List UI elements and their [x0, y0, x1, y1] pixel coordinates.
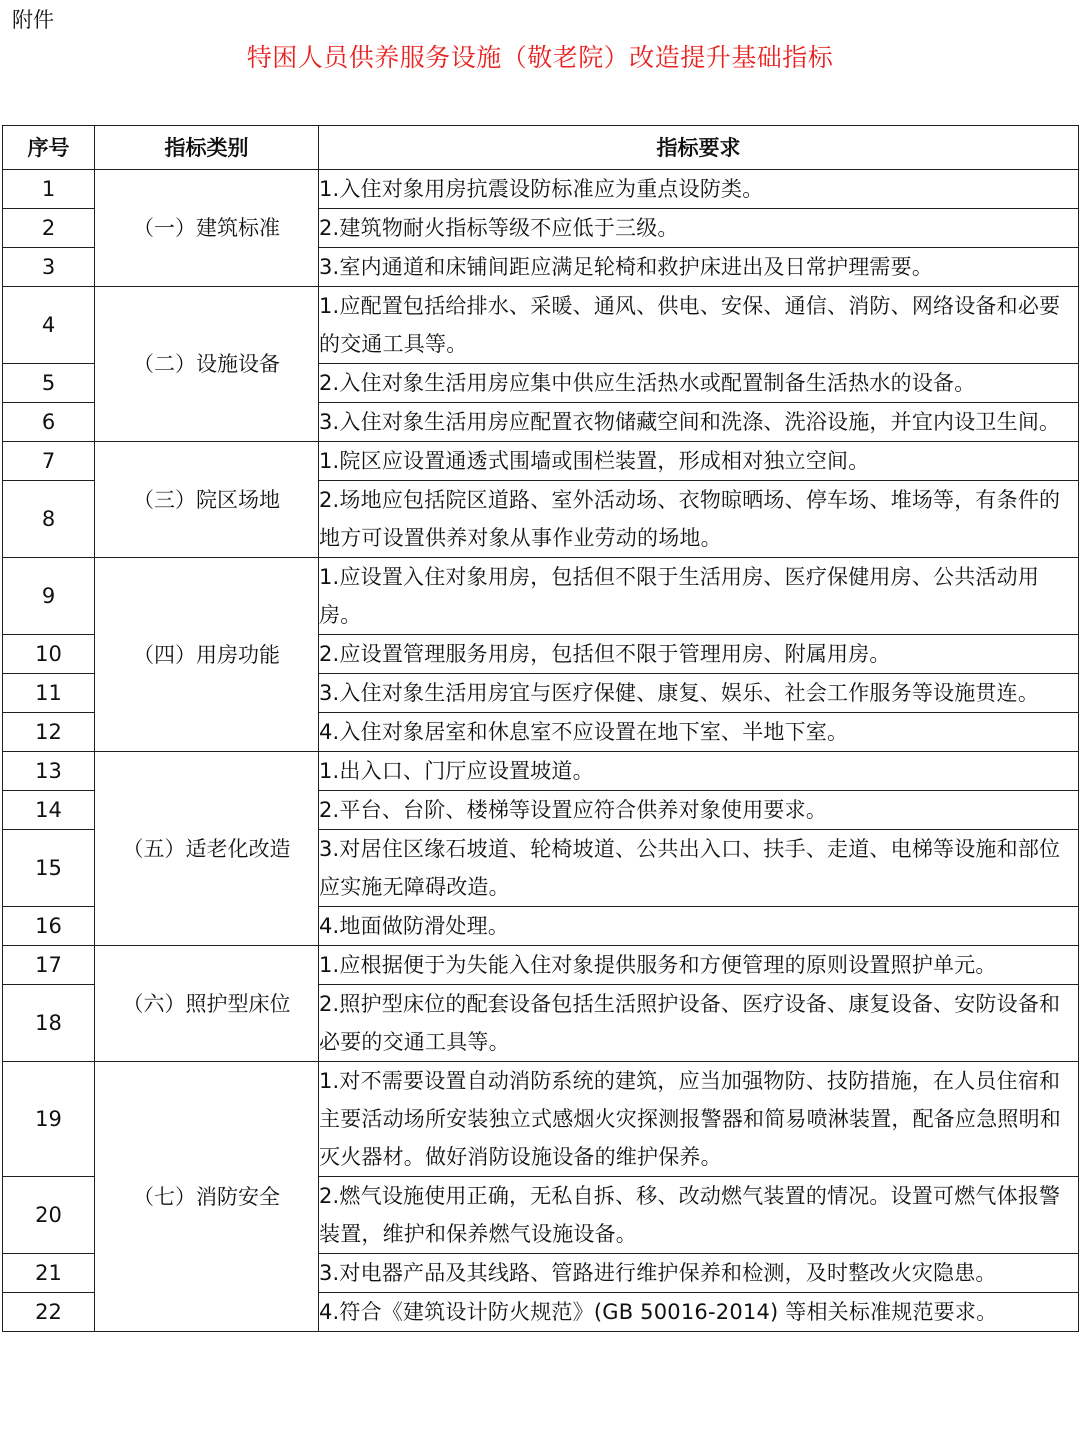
requirement-cell: 3.对电器产品及其线路、管路进行维护保养和检测，及时整改火灾隐患。 [319, 1254, 1079, 1293]
column-header-category: 指标类别 [95, 126, 319, 170]
table-row [3, 170, 1079, 209]
row-number: 21 [3, 1254, 95, 1293]
table-row [3, 287, 1079, 364]
row-number: 22 [3, 1293, 95, 1332]
row-number: 10 [3, 635, 95, 674]
row-number: 7 [3, 442, 95, 481]
requirement-cell: 1.应设置入住对象用房，包括但不限于生活用房、医疗保健用房、公共活动用房。 [319, 558, 1079, 635]
requirement-cell: 1.出入口、门厅应设置坡道。 [319, 752, 1079, 791]
requirement-cell: 4.地面做防滑处理。 [319, 907, 1079, 946]
category-cell: （六）照护型床位 [95, 946, 319, 1062]
table-row [3, 442, 1079, 481]
requirement-cell: 3.对居住区缘石坡道、轮椅坡道、公共出入口、扶手、走道、电梯等设施和部位应实施无障碍改造。 [319, 830, 1079, 907]
row-number: 17 [3, 946, 95, 985]
category-cell: （七）消防安全 [95, 1062, 319, 1332]
category-cell: （二）设施设备 [95, 287, 319, 442]
table-header-row [3, 126, 1079, 170]
category-cell: （一）建筑标准 [95, 170, 319, 287]
table-row [3, 558, 1079, 635]
row-number: 8 [3, 481, 95, 558]
requirement-cell: 2.建筑物耐火指标等级不应低于三级。 [319, 209, 1079, 248]
column-header-number: 序号 [3, 126, 95, 170]
category-cell: （五）适老化改造 [95, 752, 319, 946]
requirement-cell: 1.应根据便于为失能入住对象提供服务和方便管理的原则设置照护单元。 [319, 946, 1079, 985]
column-header-requirement: 指标要求 [319, 126, 1079, 170]
row-number: 2 [3, 209, 95, 248]
category-cell: （四）用房功能 [95, 558, 319, 752]
row-number: 18 [3, 985, 95, 1062]
requirement-cell: 4.符合《建筑设计防火规范》(GB 50016-2014) 等相关标准规范要求。 [319, 1293, 1079, 1332]
row-number: 9 [3, 558, 95, 635]
requirement-cell: 2.照护型床位的配套设备包括生活照护设备、医疗设备、康复设备、安防设备和必要的交通工具等。 [319, 985, 1079, 1062]
row-number: 4 [3, 287, 95, 364]
requirement-cell: 3.入住对象生活用房应配置衣物储藏空间和洗涤、洗浴设施，并宜内设卫生间。 [319, 403, 1079, 442]
row-number: 19 [3, 1062, 95, 1177]
requirement-cell: 2.平台、台阶、楼梯等设置应符合供养对象使用要求。 [319, 791, 1079, 830]
table-row [3, 752, 1079, 791]
row-number: 20 [3, 1177, 95, 1254]
table-row [3, 1062, 1079, 1177]
indicator-table [2, 125, 1079, 1332]
row-number: 6 [3, 403, 95, 442]
requirement-cell: 2.入住对象生活用房应集中供应生活热水或配置制备生活热水的设备。 [319, 364, 1079, 403]
attachment-label: 附件 [12, 8, 54, 32]
requirement-cell: 4.入住对象居室和休息室不应设置在地下室、半地下室。 [319, 713, 1079, 752]
row-number: 13 [3, 752, 95, 791]
row-number: 3 [3, 248, 95, 287]
requirement-cell: 1.对不需要设置自动消防系统的建筑，应当加强物防、技防措施，在人员住宿和主要活动场所安装独立式感烟火灾探测报警器和简易喷淋装置，配备应急照明和灭火器材。做好消防设施设备的维护保养。 [319, 1062, 1079, 1177]
row-number: 14 [3, 791, 95, 830]
requirement-cell: 2.燃气设施使用正确，无私自拆、移、改动燃气装置的情况。设置可燃气体报警装置，维护和保养燃气设施设备。 [319, 1177, 1079, 1254]
requirement-cell: 2.应设置管理服务用房，包括但不限于管理用房、附属用房。 [319, 635, 1079, 674]
table-row [3, 946, 1079, 985]
requirement-cell: 1.院区应设置通透式围墙或围栏装置，形成相对独立空间。 [319, 442, 1079, 481]
row-number: 5 [3, 364, 95, 403]
row-number: 16 [3, 907, 95, 946]
requirement-cell: 3.入住对象生活用房宜与医疗保健、康复、娱乐、社会工作服务等设施贯连。 [319, 674, 1079, 713]
row-number: 12 [3, 713, 95, 752]
requirement-cell: 1.入住对象用房抗震设防标准应为重点设防类。 [319, 170, 1079, 209]
row-number: 1 [3, 170, 95, 209]
requirement-cell: 1.应配置包括给排水、采暖、通风、供电、安保、通信、消防、网络设备和必要的交通工具等。 [319, 287, 1079, 364]
requirement-cell: 3.室内通道和床铺间距应满足轮椅和救护床进出及日常护理需要。 [319, 248, 1079, 287]
requirement-cell: 2.场地应包括院区道路、室外活动场、衣物晾晒场、停车场、堆场等，有条件的地方可设置供养对象从事作业劳动的场地。 [319, 481, 1079, 558]
row-number: 11 [3, 674, 95, 713]
document-title: 特困人员供养服务设施（敬老院）改造提升基础指标 [246, 43, 834, 72]
category-cell: （三）院区场地 [95, 442, 319, 558]
row-number: 15 [3, 830, 95, 907]
